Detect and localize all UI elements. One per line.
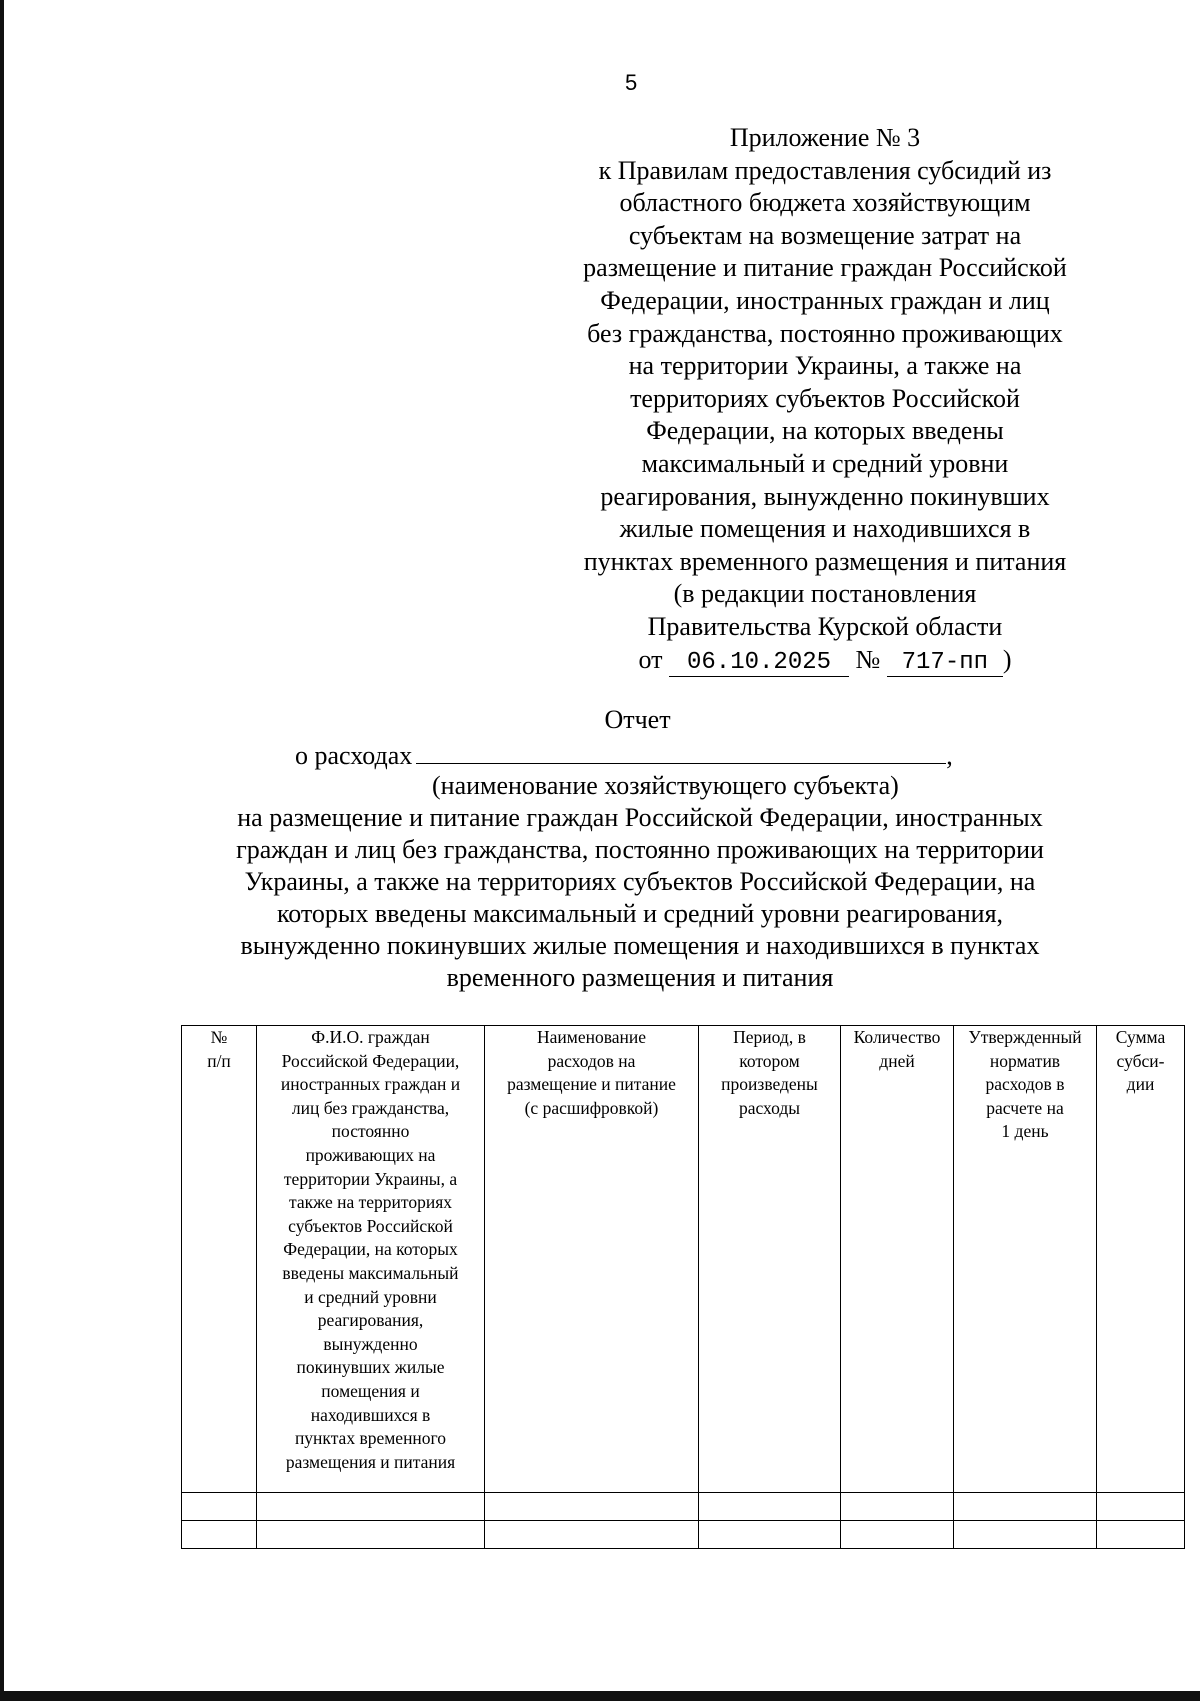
resolution-number: 717-пп — [887, 650, 1003, 677]
report-subtitle — [180, 802, 1100, 994]
appendix-line: пунктах временного размещения и питания — [583, 546, 1067, 576]
table-cell[interactable] — [699, 1493, 841, 1521]
table-row — [182, 1521, 1185, 1549]
header-daily-norm: Утвержденный норматив расходов в расчете на 1 день — [954, 1026, 1097, 1493]
appendix-line: субъектам на возмещение затрат на — [628, 220, 1022, 250]
appendix-line: Правительства Курской области — [647, 611, 1003, 641]
header-days-count: Количество дней — [841, 1026, 954, 1493]
header-period: Период, в котором произведены расходы — [699, 1026, 841, 1493]
closing-paren: ) — [1002, 644, 1012, 674]
appendix-line: к Правилам предоставления субсидий из — [598, 155, 1052, 185]
resolution-date: 06.10.2025 — [669, 650, 849, 677]
subtitle-line: вынужденно покинувших жилые помещения и находившихся в пунктах — [240, 931, 1040, 960]
page-number: 5 — [625, 70, 638, 95]
table-cell[interactable] — [485, 1521, 699, 1549]
table-cell[interactable] — [1097, 1493, 1185, 1521]
entity-caption: (наименование хозяйствующего субъекта) — [432, 771, 899, 800]
header-number: № п/п — [182, 1026, 257, 1493]
table-row — [182, 1493, 1185, 1521]
table-cell[interactable] — [485, 1493, 699, 1521]
report-title: Отчет — [604, 705, 671, 734]
scan-edge-bottom — [0, 1691, 1200, 1701]
about-comma: , — [946, 741, 953, 770]
appendix-line: территориях субъектов Российской — [630, 383, 1020, 413]
appendix-line: реагирования, вынужденно покинувших — [600, 481, 1050, 511]
table-cell[interactable] — [841, 1521, 954, 1549]
subtitle-line: граждан и лиц без гражданства, постоянно проживающих на территории — [236, 835, 1044, 864]
appendix-line: размещение и питание граждан Российской — [583, 253, 1067, 283]
scan-edge-left — [0, 0, 4, 1701]
header-expense-name: Наименование расходов на размещение и питание (с расшифровкой) — [485, 1026, 699, 1493]
appendix-header — [545, 122, 1105, 677]
entity-name-blank[interactable] — [416, 741, 946, 764]
table-cell[interactable] — [257, 1493, 485, 1521]
appendix-line: максимальный и средний уровни — [641, 448, 1009, 478]
subtitle-line: временного размещения и питания — [446, 963, 834, 992]
table-cell[interactable] — [841, 1493, 954, 1521]
appendix-line: Федерации, иностранных граждан и лиц — [600, 285, 1050, 315]
appendix-line: на территории Украины, а также на — [628, 351, 1022, 381]
date-prefix: от — [638, 644, 663, 674]
subtitle-line: Украины, а также на территориях субъектов Российской Федерации, на — [244, 867, 1036, 896]
subtitle-line: которых введены максимальный и средний уровни реагирования, — [276, 899, 1004, 928]
table-cell[interactable] — [182, 1521, 257, 1549]
appendix-line: (в редакции постановления — [673, 579, 977, 609]
table-cell[interactable] — [954, 1521, 1097, 1549]
header-full-name: Ф.И.О. граждан Российской Федерации, иностранных граждан и лиц без гражданства, постоянно проживающих на территории Украины, а также на территориях субъектов Российской Федерации, на которых введены максимальный и средний уровни реагирования, вынужденно покинувших жилые помещения и находившихся в пунктах временного размещения и питания — [257, 1026, 485, 1493]
subtitle-line: на размещение и питание граждан Российской Федерации, иностранных — [237, 803, 1043, 832]
table-cell[interactable] — [182, 1493, 257, 1521]
table-cell[interactable] — [699, 1521, 841, 1549]
appendix-line: областного бюджета хозяйствующим — [619, 188, 1031, 218]
header-subsidy-sum: Сумма субси- дии — [1097, 1026, 1185, 1493]
appendix-line: без гражданства, постоянно проживающих — [587, 318, 1063, 348]
appendix-line: Федерации, на которых введены — [646, 416, 1004, 446]
about-label: о расходах — [295, 741, 413, 770]
table-header-row — [182, 1026, 1185, 1493]
resolution-line — [545, 644, 1105, 677]
appendix-line: Приложение № 3 — [729, 123, 921, 152]
number-prefix: № — [855, 644, 881, 674]
table-cell[interactable] — [257, 1521, 485, 1549]
table-cell[interactable] — [1097, 1521, 1185, 1549]
expense-report-table — [181, 1025, 1185, 1549]
appendix-line: жилые помещения и находившихся в — [619, 514, 1031, 544]
report-about-line — [295, 741, 953, 771]
table-cell[interactable] — [954, 1493, 1097, 1521]
